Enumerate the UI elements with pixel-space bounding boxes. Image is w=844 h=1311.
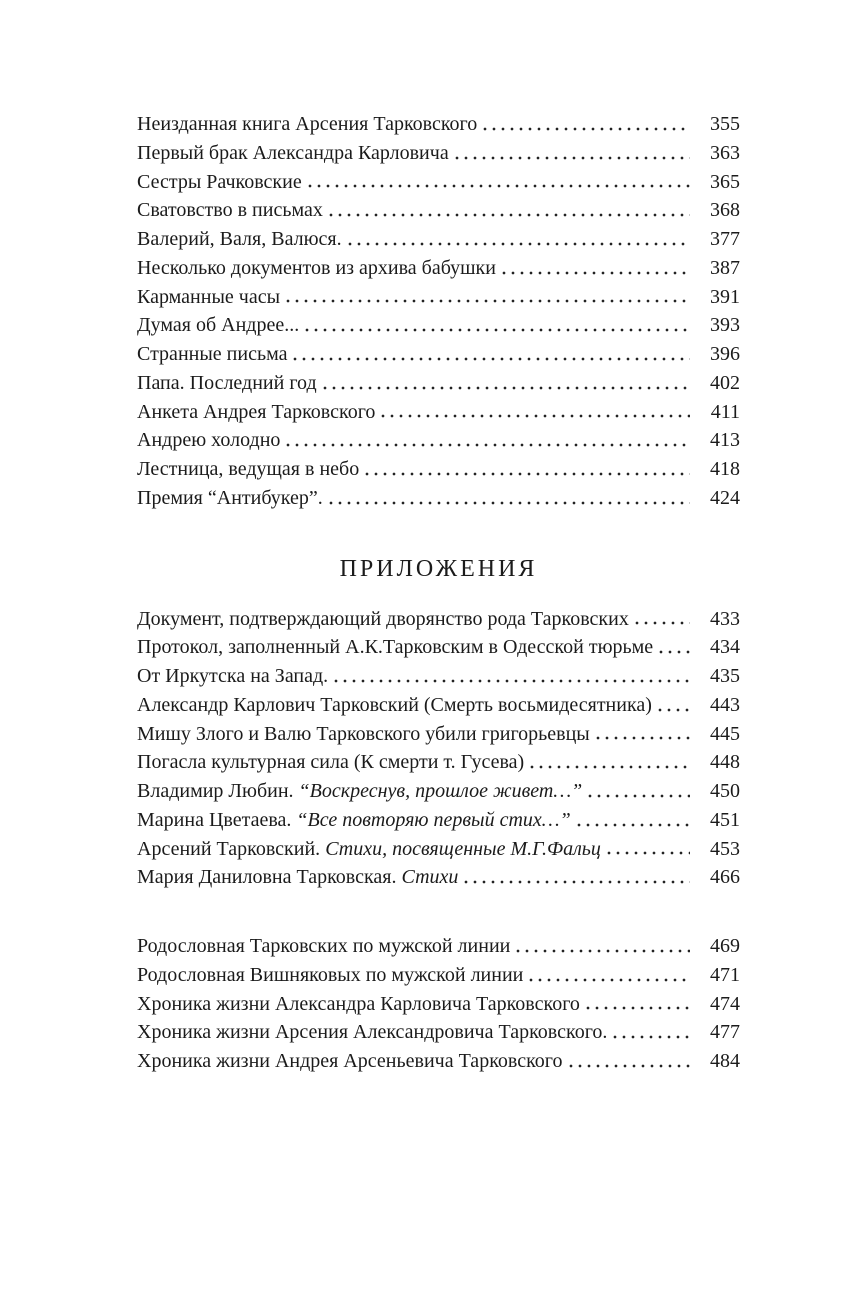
toc-entry: [137, 139, 740, 168]
toc-entry: [137, 932, 740, 961]
toc-entry: [137, 605, 740, 634]
entry-title: Протокол, заполненный А.К.Тарковским в Одесской тюрьме: [137, 636, 654, 659]
entry-title: Несколько документов из архива бабушки: [137, 256, 496, 279]
toc-entry: [137, 748, 740, 777]
entry-page-number: 445: [710, 722, 740, 745]
leader-dots: [516, 949, 690, 953]
entry-page-number: 453: [710, 837, 740, 860]
leader-dots: [658, 708, 690, 712]
entry-title: Андрею холодно: [137, 429, 281, 452]
entry-title: Погасла культурная сила (К смерти т. Гусева): [137, 751, 525, 774]
toc-entry: [137, 633, 740, 662]
toc-entry: [137, 990, 740, 1019]
leader-dots: [607, 851, 690, 855]
toc-entry: [137, 254, 740, 283]
toc-entry: [137, 961, 740, 990]
leader-dots: [293, 357, 690, 361]
toc-entry: [137, 110, 740, 139]
toc-entry: [137, 426, 740, 455]
toc-entry: [137, 283, 740, 312]
leader-dots: [308, 184, 690, 188]
entry-page-number: 393: [710, 314, 740, 337]
leader-dots: [286, 299, 690, 303]
leader-dots: [530, 765, 690, 769]
toc-entry: [137, 777, 740, 806]
toc-entry: [137, 1047, 740, 1076]
entry-page-number: 466: [710, 866, 740, 889]
entry-page-number: 433: [710, 607, 740, 630]
entry-page-number: 411: [710, 400, 740, 423]
leader-dots: [329, 501, 690, 505]
toc-entry: [137, 806, 740, 835]
appendix-heading: ПРИЛОЖЕНИЯ: [339, 555, 538, 582]
toc-entry: [137, 225, 740, 254]
leader-dots: [381, 414, 690, 418]
entry-title: Владимир Любин. “Воскреснув, прошлое живет…”: [137, 780, 583, 802]
leader-dots: [464, 880, 690, 884]
entry-title: Хроника жизни Андрея Арсеньевича Тарковского: [137, 1050, 563, 1072]
entry-title: Документ, подтверждающий дворянство рода Тарковских: [137, 607, 629, 630]
entry-page-number: 377: [710, 228, 740, 250]
toc-entry: [137, 484, 740, 513]
leader-dots: [334, 679, 690, 683]
leader-dots: [529, 978, 690, 982]
entry-page-number: 387: [710, 256, 740, 279]
entry-title: Валерий, Валя, Валюся.: [137, 228, 342, 250]
leader-dots: [635, 621, 690, 625]
entry-page-number: 471: [710, 963, 740, 986]
entry-title: Хроника жизни Александра Карловича Тарковского: [137, 992, 580, 1015]
entry-page-number: 396: [710, 343, 740, 365]
entry-title: Премия “Антибукер”.: [137, 486, 323, 509]
entry-title: Арсений Тарковский. Стихи, посвященные М.Г.Фальц: [137, 837, 601, 860]
entry-title: Хроника жизни Арсения Александровича Тарковского.: [137, 1021, 608, 1044]
toc-entry: [137, 835, 740, 864]
entry-title: Марина Цветаева. “Все повторяю первый стих…”: [137, 808, 571, 831]
leader-dots: [483, 127, 690, 131]
entry-page-number: 355: [710, 113, 740, 135]
toc-entry: [137, 340, 740, 369]
entry-title: Сватовство в письмах: [137, 199, 323, 222]
entry-title: Александр Карлович Тарковский (Смерть восьмидесятника): [137, 693, 652, 716]
entry-title: Сестры Рачковские: [137, 170, 302, 193]
entry-title: Мария Даниловна Тарковская. Стихи: [137, 866, 459, 889]
leader-dots: [596, 736, 690, 740]
leader-dots: [577, 823, 690, 827]
leader-dots: [659, 650, 690, 654]
toc-entry: [137, 691, 740, 720]
leader-dots: [365, 472, 690, 476]
leader-dots: [613, 1035, 690, 1039]
entry-page-number: 477: [710, 1021, 740, 1044]
entry-title: Анкета Андрея Тарковского: [137, 400, 376, 423]
entry-title: Папа. Последний год: [137, 371, 317, 394]
entry-page-number: 391: [710, 285, 740, 308]
entry-page-number: 368: [710, 199, 740, 222]
entry-page-number: 450: [710, 780, 740, 802]
entry-page-number: 484: [710, 1050, 740, 1072]
toc-entry: [137, 369, 740, 398]
entry-title: Лестница, ведущая в небо: [137, 458, 360, 480]
entry-page-number: 435: [710, 665, 740, 687]
leader-dots: [455, 156, 690, 160]
leader-dots: [329, 213, 690, 217]
entry-title: От Иркутска на Запад.: [137, 665, 329, 687]
leader-dots: [305, 328, 690, 332]
entry-title: Родословная Тарковских по мужской линии: [137, 935, 511, 957]
entry-title: Карманные часы: [137, 285, 281, 308]
leader-dots: [588, 794, 690, 798]
leader-dots: [569, 1064, 691, 1068]
entry-page-number: 424: [710, 486, 740, 509]
toc-entry: [137, 168, 740, 197]
toc-entry: [137, 455, 740, 484]
toc-entry: [137, 863, 740, 892]
entry-title: Думая об Андрее...: [137, 314, 300, 337]
entry-title: Первый брак Александра Карловича: [137, 141, 449, 164]
entry-title: Мишу Злого и Валю Тарковского убили григорьевцы: [137, 722, 590, 745]
toc-entry: [137, 720, 740, 749]
entry-page-number: 451: [710, 808, 740, 831]
entry-page-number: 363: [710, 141, 740, 164]
entry-page-number: 413: [710, 429, 740, 452]
entry-page-number: 448: [710, 751, 740, 774]
entry-title: Неизданная книга Арсения Тарковского: [137, 113, 478, 135]
leader-dots: [286, 443, 690, 447]
toc-content: [137, 110, 740, 1076]
entry-page-number: 434: [710, 636, 740, 659]
leader-dots: [586, 1006, 690, 1010]
toc-entry: [137, 398, 740, 427]
leader-dots: [348, 242, 690, 246]
entry-page-number: 474: [710, 992, 740, 1015]
entry-title: Странные письма: [137, 343, 288, 365]
entry-page-number: 443: [710, 693, 740, 716]
entry-page-number: 365: [710, 170, 740, 193]
entry-title: Родословная Вишняковых по мужской линии: [137, 963, 524, 986]
entry-page-number: 402: [710, 371, 740, 394]
leader-dots: [323, 386, 690, 390]
toc-main-list: [137, 110, 740, 513]
entry-page-number: 418: [710, 458, 740, 480]
toc-entry: [137, 1018, 740, 1047]
leader-dots: [502, 271, 690, 275]
entry-page-number: 469: [710, 935, 740, 957]
toc-entry: [137, 196, 740, 225]
toc-entry: [137, 662, 740, 691]
toc-entry: [137, 311, 740, 340]
toc-genealogy-list: [137, 932, 740, 1076]
toc-appendix-list: [137, 605, 740, 893]
